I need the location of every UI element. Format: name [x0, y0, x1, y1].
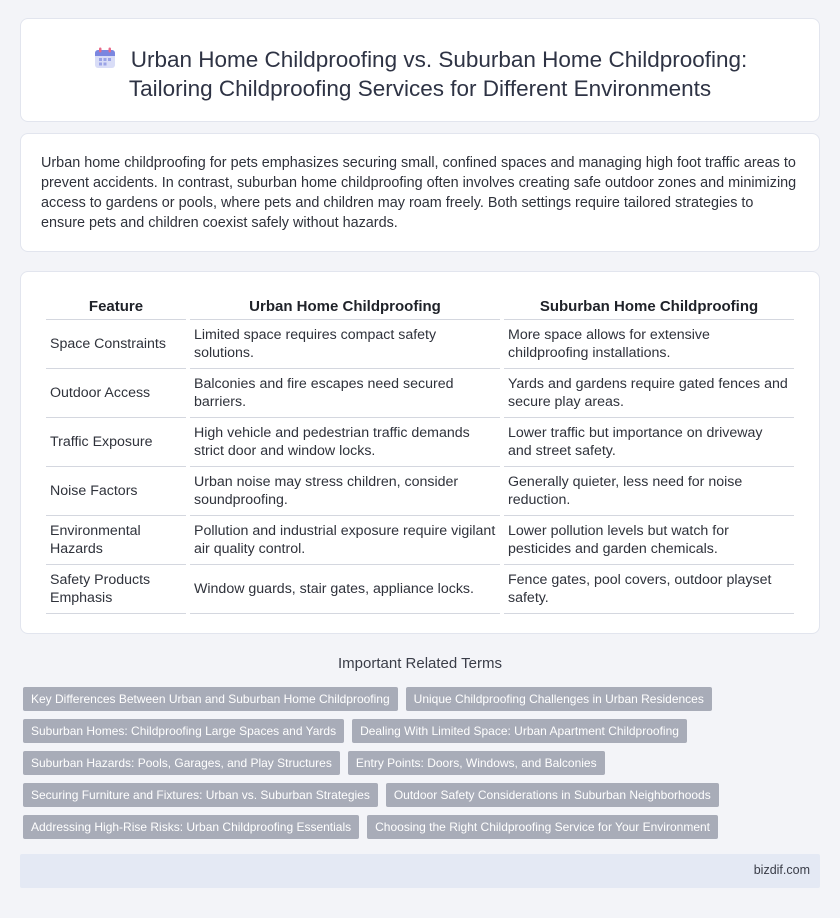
- cell-suburban: Lower pollution levels but watch for pesticides and garden chemicals.: [504, 516, 794, 565]
- cell-feature: Noise Factors: [46, 467, 186, 516]
- header-feature: Feature: [46, 297, 186, 320]
- header-suburban: Suburban Home Childproofing: [504, 297, 794, 320]
- related-terms-heading: Important Related Terms: [338, 655, 502, 672]
- intro-paragraph: Urban home childproofing for pets emphasizes securing small, confined spaces and managing high foot traffic areas to prevent accidents. In contrast, suburban home childproofing often involves creating safe outdoor zones and minimizing access to gardens or pools, where pets and children may roam freely. Both settings require tailored strategies to ensure pets and children coexist safely without hazards.: [41, 155, 797, 231]
- related-term-link[interactable]: Unique Childproofing Challenges in Urban Residences: [406, 687, 712, 711]
- header-urban: Urban Home Childproofing: [190, 297, 500, 320]
- cell-feature: Environmental Hazards: [46, 516, 186, 565]
- related-term-link[interactable]: Securing Furniture and Fixtures: Urban vs. Suburban Strategies: [23, 783, 378, 807]
- related-term-link[interactable]: Outdoor Safety Considerations in Suburban Neighborhoods: [386, 783, 719, 807]
- related-term-link[interactable]: Dealing With Limited Space: Urban Apartment Childproofing: [352, 719, 687, 743]
- cell-suburban: Generally quieter, less need for noise reduction.: [504, 467, 794, 516]
- footer-bar: [20, 854, 820, 888]
- table-row: [46, 320, 794, 369]
- comparison-table: [42, 297, 798, 614]
- footer-site-link[interactable]: bizdif.com: [753, 863, 810, 877]
- cell-urban: Limited space requires compact safety solutions.: [190, 320, 500, 369]
- comparison-card: [20, 271, 820, 634]
- cell-suburban: Fence gates, pool covers, outdoor playset safety.: [504, 565, 794, 614]
- cell-urban: Urban noise may stress children, consider soundproofing.: [190, 467, 500, 516]
- related-term-link[interactable]: Addressing High-Rise Risks: Urban Childproofing Essentials: [23, 815, 359, 839]
- page-title: [61, 45, 779, 103]
- intro-card: [20, 133, 820, 252]
- table-row: [46, 565, 794, 614]
- related-term-link[interactable]: Entry Points: Doors, Windows, and Balconies: [348, 751, 605, 775]
- table-row: [46, 369, 794, 418]
- cell-urban: High vehicle and pedestrian traffic demands strict door and window locks.: [190, 418, 500, 467]
- cell-suburban: More space allows for extensive childproofing installations.: [504, 320, 794, 369]
- related-term-link[interactable]: Suburban Hazards: Pools, Garages, and Play Structures: [23, 751, 340, 775]
- related-term-link[interactable]: Key Differences Between Urban and Suburban Home Childproofing: [23, 687, 398, 711]
- table-header-row: [46, 297, 794, 320]
- cell-feature: Space Constraints: [46, 320, 186, 369]
- related-terms-list: [23, 687, 813, 839]
- cell-urban: Pollution and industrial exposure require vigilant air quality control.: [190, 516, 500, 565]
- related-term-link[interactable]: Suburban Homes: Childproofing Large Spaces and Yards: [23, 719, 344, 743]
- cell-feature: Traffic Exposure: [46, 418, 186, 467]
- table-row: [46, 467, 794, 516]
- cell-urban: Window guards, stair gates, appliance locks.: [190, 565, 500, 614]
- table-row: [46, 418, 794, 467]
- cell-suburban: Lower traffic but importance on driveway and street safety.: [504, 418, 794, 467]
- cell-suburban: Yards and gardens require gated fences and secure play areas.: [504, 369, 794, 418]
- related-term-link[interactable]: Choosing the Right Childproofing Service for Your Environment: [367, 815, 718, 839]
- cell-feature: Safety Products Emphasis: [46, 565, 186, 614]
- table-row: [46, 516, 794, 565]
- cell-feature: Outdoor Access: [46, 369, 186, 418]
- calendar-icon: [93, 46, 117, 70]
- title-line-1: Urban Home Childproofing vs. Suburban Home Childproofing:: [130, 47, 748, 72]
- title-card: [20, 18, 820, 122]
- cell-urban: Balconies and fire escapes need secured barriers.: [190, 369, 500, 418]
- title-line-2: Tailoring Childproofing Services for Different Environments: [128, 76, 712, 101]
